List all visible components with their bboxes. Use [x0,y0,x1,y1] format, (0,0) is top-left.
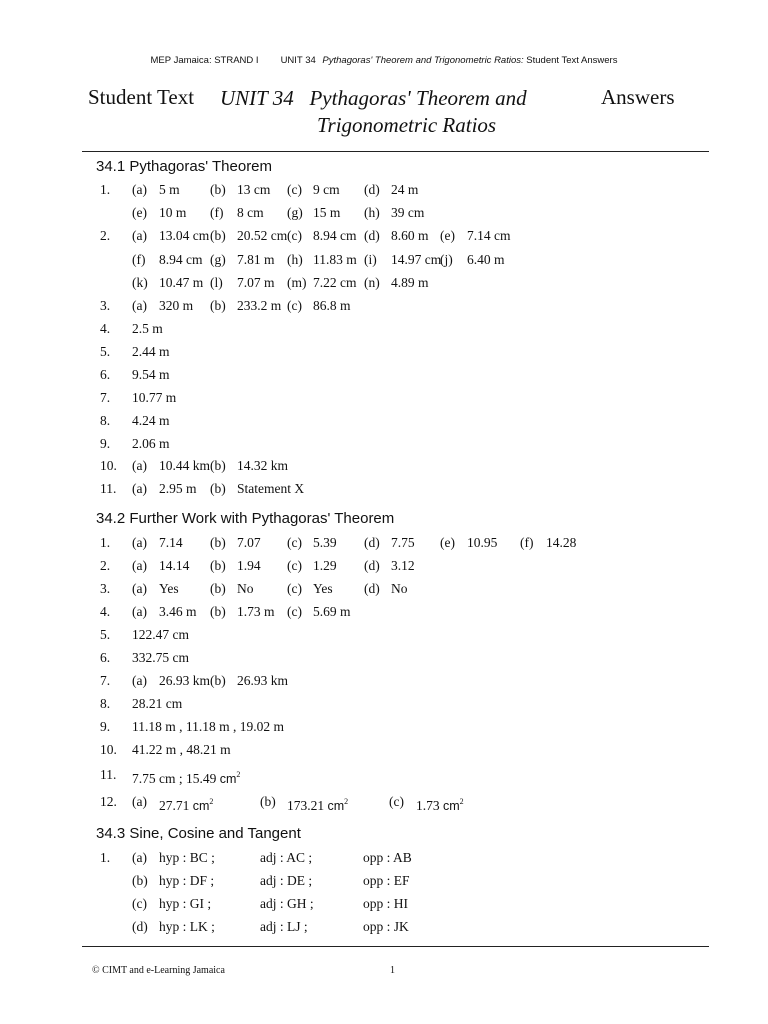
answer-text: 26.93 km [237,673,289,688]
answer-text: 11.83 m [313,252,357,267]
question-number: 1. [100,850,111,865]
part-label: (e) [440,535,455,550]
answer-text: 7.07 [237,535,261,550]
hyp-text: hyp : GI ; [159,896,212,911]
question-number: 4. [100,321,111,336]
footer-copyright: © CIMT and e-Learning Jamaica [92,965,225,976]
answer-row [0,556,768,576]
opp-text: opp : JK [363,919,409,934]
part-label: (b) [210,535,226,550]
header-suffix: Student Text Answers [526,55,618,66]
answer-text: 8.60 m [391,228,429,243]
adj-text: adj : DE ; [260,873,313,888]
part-label: (c) [287,535,302,550]
answer-row [0,917,768,937]
answer-row [0,894,768,914]
part-label: (c) [287,581,302,596]
header-strand: MEP Jamaica: STRAND I [150,55,259,66]
answer-row [0,273,768,293]
question-number: 11. [100,767,117,782]
answer-row [0,765,768,785]
part-label: (d) [364,581,380,596]
title-unit-name [220,85,527,139]
part-label: (c) [287,182,302,197]
answer-text: Yes [313,581,333,596]
answer-text: 7.81 m [237,252,275,267]
answer-text: 320 m [159,298,194,313]
question-number: 8. [100,696,111,711]
answer-text: 11.18 m , 11.18 m , 19.02 m [132,719,285,734]
answer-text: 14.14 [159,558,190,573]
answer-text: 2.06 m [132,436,170,451]
question-number: 3. [100,581,111,596]
part-label: (a) [132,794,147,809]
question-number: 2. [100,228,111,243]
answer-row [0,792,768,812]
part-label: (f) [520,535,534,550]
answer-text: 5 m [159,182,180,197]
answer-row [0,434,768,454]
answer-row [0,871,768,891]
answer-text: 27.71 $cm^2$ [159,797,214,813]
bottom-rule [82,946,709,947]
answer-text: 28.21 cm [132,696,183,711]
answer-text: 1.94 [237,558,261,573]
part-label: (a) [132,535,147,550]
part-label: (a) [132,182,147,197]
part-label: (a) [132,481,147,496]
part-label: (d) [132,919,148,934]
answer-row [0,740,768,760]
part-label: (d) [364,535,380,550]
answer-row [0,533,768,553]
answer-text: 15 m [313,205,341,220]
answer-text: 5.69 m [313,604,351,619]
question-number: 2. [100,558,111,573]
title-name-line1: Pythagoras' Theorem and [309,86,527,110]
part-label: (b) [210,673,226,688]
answer-text: 5.39 [313,535,337,550]
answer-row [0,848,768,868]
answer-row [0,648,768,668]
part-label: (f) [132,252,146,267]
part-label: (e) [132,205,147,220]
opp-text: opp : HI [363,896,408,911]
part-label: (f) [210,205,224,220]
answer-text: 1.73 m [237,604,275,619]
part-label: (b) [210,558,226,573]
answer-text: 8 cm [237,205,264,220]
answer-row [0,602,768,622]
answer-text: 8.94 cm [159,252,203,267]
answer-text: 10.47 m [159,275,204,290]
part-label: (b) [210,604,226,619]
answer-text: 233.2 m [237,298,282,313]
running-header [0,55,768,66]
part-label: (k) [132,275,148,290]
hyp-text: hyp : LK ; [159,919,215,934]
answer-row [0,226,768,246]
question-number: 4. [100,604,111,619]
part-label: (j) [440,252,453,267]
part-label: (c) [287,558,302,573]
answer-row [0,625,768,645]
part-label: (l) [210,275,223,290]
answer-text: 24 m [391,182,419,197]
part-label: (b) [260,794,276,809]
part-label: (b) [210,481,226,496]
answer-text: 2.44 m [132,344,170,359]
title-name-line2: Trigonometric Ratios [317,113,497,137]
top-rule [82,151,709,152]
answer-text: 1.29 [313,558,337,573]
part-label: (a) [132,673,147,688]
answer-row [0,479,768,499]
part-label: (b) [210,182,226,197]
answer-text: 122.47 cm [132,627,189,642]
part-label: (c) [287,604,302,619]
answer-text: 8.94 cm [313,228,357,243]
question-number: 11. [100,481,117,496]
answer-text: 13 cm [237,182,271,197]
question-number: 1. [100,535,111,550]
title-answers: Answers [601,85,675,109]
answer-text: 10.44 km [159,458,211,473]
adj-text: adj : LJ ; [260,919,308,934]
answer-text: 4.24 m [132,413,170,428]
answer-text: 7.22 cm [313,275,357,290]
part-label: (d) [364,182,380,197]
part-label: (a) [132,228,147,243]
answer-text: 173.21 $cm^2$ [287,797,349,813]
section-heading: 34.3 Sine, Cosine and Tangent [96,825,301,842]
question-number: 7. [100,390,111,405]
answer-text: 7.75 cm ; 15.49 $cm^2$ [132,770,241,786]
question-number: 9. [100,719,111,734]
question-number: 10. [100,458,117,473]
answer-text: 2.5 m [132,321,163,336]
question-number: 9. [100,436,111,451]
part-label: (h) [364,205,380,220]
answer-text: 3.12 [391,558,415,573]
question-number: 3. [100,298,111,313]
part-label: (m) [287,275,307,290]
adj-text: adj : GH ; [260,896,314,911]
part-label: (h) [287,252,303,267]
answer-row [0,388,768,408]
question-number: 12. [100,794,117,809]
question-number: 5. [100,344,111,359]
part-label: (b) [210,458,226,473]
hyp-text: hyp : DF ; [159,873,215,888]
part-label: (c) [389,794,404,809]
part-label: (a) [132,604,147,619]
answer-text: 10.95 [467,535,498,550]
part-label: (i) [364,252,377,267]
answer-text: 2.95 m [159,481,197,496]
answer-text: 7.07 m [237,275,275,290]
title-student-text: Student Text [88,85,195,109]
part-label: (c) [287,228,302,243]
answer-text: 10.77 m [132,390,177,405]
part-label: (b) [210,228,226,243]
answer-text: 20.52 cm [237,228,288,243]
question-number: 8. [100,413,111,428]
answer-row [0,250,768,270]
answer-text: 7.14 [159,535,183,550]
part-label: (a) [132,558,147,573]
question-number: 6. [100,367,111,382]
answer-text: 86.8 m [313,298,351,313]
part-label: (g) [287,205,303,220]
answer-text: 9 cm [313,182,340,197]
section-heading: 34.2 Further Work with Pythagoras' Theorem [96,510,395,527]
answer-text: 9.54 m [132,367,170,382]
answer-text: 6.40 m [467,252,505,267]
opp-text: opp : EF [363,873,410,888]
part-label: (a) [132,298,147,313]
hyp-text: hyp : BC ; [159,850,215,865]
answer-text: 10 m [159,205,187,220]
header-unit-title: Pythagoras' Theorem and Trigonometric Ratios: [322,55,524,66]
question-number: 1. [100,182,111,197]
header-unit: UNIT 34 [280,55,316,66]
answer-row [0,296,768,316]
part-label: (a) [132,458,147,473]
question-number: 10. [100,742,117,757]
title-unit: UNIT 34 [220,86,294,110]
answer-row [0,694,768,714]
question-number: 7. [100,673,111,688]
answer-text: 14.28 [546,535,577,550]
answer-text: 13.04 cm [159,228,210,243]
part-label: (n) [364,275,380,290]
part-label: (b) [210,581,226,596]
answer-text: No [391,581,408,596]
answer-row [0,203,768,223]
part-label: (b) [210,298,226,313]
answer-row [0,319,768,339]
part-label: (b) [132,873,148,888]
part-label: (c) [132,896,147,911]
answer-text: 26.93 km [159,673,211,688]
answer-text: 3.46 m [159,604,197,619]
question-number: 5. [100,627,111,642]
answer-text: No [237,581,254,596]
question-number: 6. [100,650,111,665]
part-label: (a) [132,850,147,865]
answer-row [0,411,768,431]
section-heading: 34.1 Pythagoras' Theorem [96,158,273,175]
answer-row [0,365,768,385]
answer-row [0,717,768,737]
answer-text: 14.97 cm [391,252,442,267]
answer-row [0,342,768,362]
part-label: (c) [287,298,302,313]
answer-row [0,180,768,200]
answer-text: 14.32 km [237,458,289,473]
answer-text: 4.89 m [391,275,429,290]
answer-row [0,579,768,599]
answer-row [0,671,768,691]
part-label: (d) [364,558,380,573]
answer-text: 7.14 cm [467,228,511,243]
adj-text: adj : AC ; [260,850,313,865]
answer-text: 41.22 m , 48.21 m [132,742,231,757]
part-label: (g) [210,252,226,267]
page-number: 1 [390,965,395,976]
part-label: (a) [132,581,147,596]
answer-text: Statement X [237,481,305,496]
answer-text: 332.75 cm [132,650,189,665]
answer-text: 39 cm [391,205,425,220]
answer-text: 1.73 $cm^2$ [416,797,464,813]
answer-text: Yes [159,581,179,596]
part-label: (e) [440,228,455,243]
opp-text: opp : AB [363,850,412,865]
answer-row [0,456,768,476]
answer-text: 7.75 [391,535,415,550]
part-label: (d) [364,228,380,243]
